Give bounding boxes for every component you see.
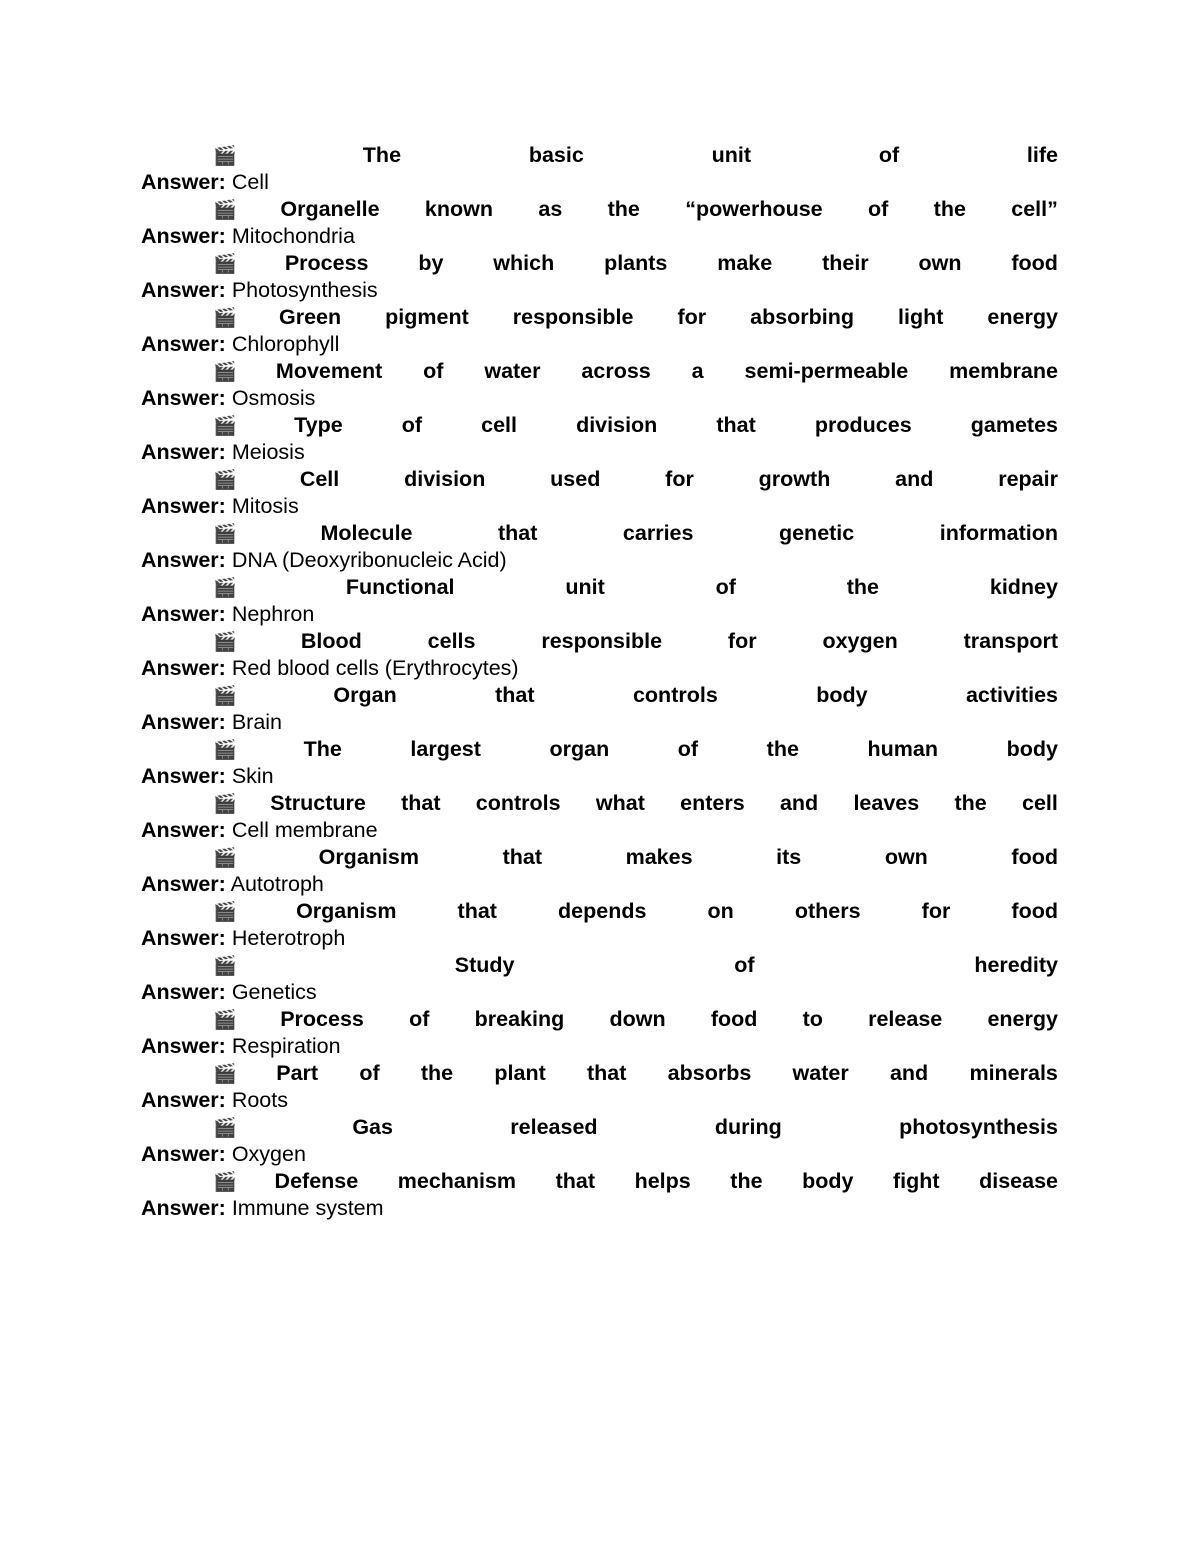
answer-label: Answer: <box>141 764 226 788</box>
answer-line <box>141 601 1058 628</box>
question-word: activities <box>965 683 1058 707</box>
question-word: photosynthesis <box>899 1115 1058 1139</box>
question-word: and <box>779 791 819 815</box>
question-word: for <box>665 467 694 491</box>
answer-line <box>141 1087 1058 1114</box>
question-word: depends <box>558 899 647 923</box>
qa-item <box>141 1006 1058 1060</box>
question-word: information <box>939 521 1058 545</box>
question-word: oxygen <box>822 629 898 653</box>
question-line <box>141 736 1058 763</box>
qa-item <box>141 1114 1058 1168</box>
question-word: plants <box>604 251 668 275</box>
question-word: Movement <box>275 359 383 383</box>
question-word: that <box>586 1061 627 1085</box>
question-word: gametes <box>970 413 1058 437</box>
question-word: controls <box>632 683 718 707</box>
qa-item <box>141 736 1058 790</box>
question-word: responsible <box>541 629 663 653</box>
question-word: of <box>423 359 444 383</box>
answer-line <box>141 655 1058 682</box>
question-word: for <box>921 899 951 923</box>
question-word: repair <box>998 467 1058 491</box>
question-word: water <box>792 1061 849 1085</box>
question-word: of <box>715 575 736 599</box>
qa-item <box>141 466 1058 520</box>
clapperboard-icon: 🎬 <box>213 1063 237 1085</box>
answer-label: Answer: <box>141 170 226 194</box>
question-word: that <box>716 413 756 437</box>
question-word: heredity <box>974 953 1058 977</box>
answer-line <box>141 169 1058 196</box>
qa-item <box>141 412 1058 466</box>
qa-item <box>141 628 1058 682</box>
answer-label: Answer: <box>141 440 226 464</box>
answer-label: Answer: <box>141 1196 226 1220</box>
question-word: Structure <box>270 791 366 815</box>
question-word: disease <box>979 1169 1058 1193</box>
answer-line <box>141 1141 1058 1168</box>
answer-line <box>141 763 1058 790</box>
question-word: to <box>802 1007 823 1031</box>
answer-value: Genetics <box>231 980 317 1004</box>
clapperboard-icon: 🎬 <box>213 847 237 869</box>
question-line <box>141 520 1058 547</box>
question-word: own <box>884 845 928 869</box>
question-word: body <box>802 1169 854 1193</box>
qa-item <box>141 898 1058 952</box>
qa-item <box>141 250 1058 304</box>
answer-value: Heterotroph <box>231 926 346 950</box>
question-line <box>141 412 1058 439</box>
qa-item <box>141 952 1058 1006</box>
question-word: absorbs <box>667 1061 752 1085</box>
answer-line <box>141 1195 1058 1222</box>
clapperboard-icon: 🎬 <box>213 955 237 977</box>
question-word: of <box>734 953 755 977</box>
answer-value: Osmosis <box>231 386 316 410</box>
answer-label: Answer: <box>141 494 226 518</box>
question-word: Organism <box>318 845 419 869</box>
qa-item <box>141 790 1058 844</box>
answer-line <box>141 817 1058 844</box>
clapperboard-icon: 🎬 <box>213 1009 237 1031</box>
answer-value: Respiration <box>231 1034 341 1058</box>
answer-value: Mitosis <box>231 494 299 518</box>
question-word: released <box>510 1115 598 1139</box>
question-word: responsible <box>512 305 634 329</box>
question-word: of <box>401 413 423 437</box>
question-word: fight <box>892 1169 940 1193</box>
question-word: The <box>303 737 342 761</box>
question-word: Organelle <box>280 197 380 221</box>
question-line <box>141 466 1058 493</box>
clapperboard-icon: 🎬 <box>213 253 237 275</box>
question-word: on <box>707 899 734 923</box>
question-word: Blood <box>300 629 362 653</box>
question-word: and <box>895 467 934 491</box>
clapperboard-icon: 🎬 <box>213 307 237 329</box>
answer-line <box>141 979 1058 1006</box>
question-word: carries <box>622 521 694 545</box>
question-word: a <box>691 359 704 383</box>
question-word: pigment <box>385 305 469 329</box>
clapperboard-icon: 🎬 <box>213 523 237 545</box>
question-word: their <box>822 251 869 275</box>
answer-value: Mitochondria <box>231 224 355 248</box>
question-word: cell” <box>1011 197 1058 221</box>
answer-value: Red blood cells (Erythrocytes) <box>231 656 519 680</box>
question-word: Process <box>280 1007 364 1031</box>
question-word: own <box>918 251 962 275</box>
document-page <box>141 142 1058 1222</box>
answer-line <box>141 871 1058 898</box>
question-word: of <box>409 1007 430 1031</box>
question-word: kidney <box>989 575 1058 599</box>
question-word: unit <box>711 143 752 167</box>
question-word: makes <box>625 845 693 869</box>
question-word: minerals <box>969 1061 1058 1085</box>
question-line <box>141 1006 1058 1033</box>
question-word: what <box>595 791 645 815</box>
answer-line <box>141 925 1058 952</box>
qa-item <box>141 196 1058 250</box>
question-word: produces <box>814 413 912 437</box>
answer-value: Autotroph <box>230 872 324 896</box>
answer-label: Answer: <box>141 656 226 680</box>
question-word: Gas <box>352 1115 393 1139</box>
question-word: others <box>794 899 861 923</box>
question-line <box>141 682 1058 709</box>
question-word: known <box>424 197 493 221</box>
question-word: cells <box>427 629 476 653</box>
answer-label: Answer: <box>141 548 226 572</box>
question-word: during <box>714 1115 782 1139</box>
clapperboard-icon: 🎬 <box>213 361 237 383</box>
question-word: unit <box>565 575 605 599</box>
question-word: light <box>898 305 944 329</box>
question-word: Type <box>294 413 343 437</box>
clapperboard-icon: 🎬 <box>213 577 237 599</box>
answer-label: Answer: <box>141 386 226 410</box>
question-word: Process <box>284 251 369 275</box>
question-word: the <box>933 197 966 221</box>
question-word: life <box>1026 143 1058 167</box>
answer-label: Answer: <box>141 278 226 302</box>
answer-line <box>141 385 1058 412</box>
clapperboard-icon: 🎬 <box>213 469 237 491</box>
question-word: Organism <box>296 899 397 923</box>
answer-label: Answer: <box>141 872 226 896</box>
question-word: food <box>1011 251 1058 275</box>
question-word: and <box>889 1061 929 1085</box>
question-word: that <box>401 791 441 815</box>
answer-label: Answer: <box>141 602 226 626</box>
answer-value: DNA (Deoxyribonucleic Acid) <box>231 548 507 572</box>
question-word: plant <box>494 1061 546 1085</box>
answer-line <box>141 331 1058 358</box>
answer-value: Roots <box>231 1088 288 1112</box>
question-word: food <box>1011 845 1058 869</box>
answer-label: Answer: <box>141 224 226 248</box>
qa-item <box>141 682 1058 736</box>
question-word: of <box>878 143 900 167</box>
clapperboard-icon: 🎬 <box>213 901 237 923</box>
question-word: that <box>555 1169 596 1193</box>
question-word: the <box>846 575 880 599</box>
question-word: its <box>776 845 802 869</box>
qa-item <box>141 844 1058 898</box>
answer-value: Brain <box>231 710 283 734</box>
answer-line <box>141 493 1058 520</box>
clapperboard-icon: 🎬 <box>213 1171 237 1193</box>
answer-label: Answer: <box>141 980 226 1004</box>
question-word: body <box>816 683 868 707</box>
question-line <box>141 304 1058 331</box>
answer-value: Photosynthesis <box>231 278 378 302</box>
answer-line <box>141 709 1058 736</box>
qa-item <box>141 358 1058 412</box>
question-word: energy <box>987 305 1058 329</box>
question-word: largest <box>410 737 481 761</box>
question-word: semi-permeable <box>744 359 909 383</box>
qa-item <box>141 142 1058 196</box>
question-word: water <box>484 359 541 383</box>
question-word: Cell <box>299 467 340 491</box>
question-word: food <box>710 1007 758 1031</box>
question-word: the <box>766 737 799 761</box>
question-word: as <box>538 197 563 221</box>
question-line <box>141 1168 1058 1195</box>
answer-label: Answer: <box>141 1034 226 1058</box>
question-word: release <box>868 1007 943 1031</box>
qa-list <box>141 142 1058 1222</box>
answer-label: Answer: <box>141 332 226 356</box>
question-word: of <box>868 197 889 221</box>
clapperboard-icon: 🎬 <box>213 1117 237 1139</box>
question-word: division <box>404 467 486 491</box>
answer-value: Meiosis <box>231 440 305 464</box>
question-word: breaking <box>474 1007 565 1031</box>
question-line <box>141 898 1058 925</box>
question-line <box>141 844 1058 871</box>
question-word: for <box>677 305 707 329</box>
question-word: leaves <box>853 791 920 815</box>
question-line <box>141 952 1058 979</box>
clapperboard-icon: 🎬 <box>213 415 237 437</box>
answer-line <box>141 547 1058 574</box>
question-line <box>141 358 1058 385</box>
answer-label: Answer: <box>141 926 226 950</box>
question-word: growth <box>758 467 831 491</box>
answer-line <box>141 277 1058 304</box>
question-line <box>141 1114 1058 1141</box>
question-line <box>141 250 1058 277</box>
question-word: absorbing <box>750 305 855 329</box>
question-word: by <box>418 251 444 275</box>
question-word: which <box>493 251 555 275</box>
question-line <box>141 1060 1058 1087</box>
answer-line <box>141 439 1058 466</box>
question-word: Defense <box>274 1169 359 1193</box>
answer-line <box>141 223 1058 250</box>
question-word: for <box>727 629 757 653</box>
question-word: that <box>457 899 497 923</box>
answer-label: Answer: <box>141 710 226 734</box>
question-word: down <box>609 1007 666 1031</box>
question-word: that <box>502 845 542 869</box>
answer-value: Skin <box>231 764 274 788</box>
question-word: food <box>1011 899 1058 923</box>
question-line <box>141 790 1058 817</box>
question-word: the <box>954 791 987 815</box>
question-word: of <box>677 737 699 761</box>
question-word: human <box>867 737 938 761</box>
question-word: that <box>498 521 538 545</box>
question-word: transport <box>963 629 1058 653</box>
qa-item <box>141 1060 1058 1114</box>
question-word: mechanism <box>397 1169 517 1193</box>
answer-value: Immune system <box>231 1196 384 1220</box>
clapperboard-icon: 🎬 <box>213 145 237 167</box>
answer-value: Cell membrane <box>231 818 378 842</box>
question-word: “powerhouse <box>685 197 823 221</box>
answer-label: Answer: <box>141 1088 226 1112</box>
question-word: division <box>576 413 658 437</box>
question-word: Study <box>454 953 515 977</box>
question-word: Green <box>279 305 342 329</box>
answer-label: Answer: <box>141 818 226 842</box>
clapperboard-icon: 🎬 <box>213 793 237 815</box>
answer-value: Nephron <box>231 602 315 626</box>
question-word: cell <box>481 413 517 437</box>
question-line <box>141 574 1058 601</box>
question-word: energy <box>987 1007 1058 1031</box>
question-word: the <box>607 197 640 221</box>
qa-item <box>141 1168 1058 1222</box>
question-word: across <box>581 359 651 383</box>
question-word: used <box>550 467 601 491</box>
question-word: Organ <box>333 683 397 707</box>
qa-item <box>141 520 1058 574</box>
question-word: organ <box>549 737 610 761</box>
question-word: The <box>362 143 402 167</box>
question-word: cell <box>1022 791 1058 815</box>
answer-line <box>141 1033 1058 1060</box>
question-word: the <box>730 1169 763 1193</box>
question-word: membrane <box>949 359 1058 383</box>
question-line <box>141 196 1058 223</box>
question-word: body <box>1006 737 1058 761</box>
question-line <box>141 142 1058 169</box>
question-word: basic <box>528 143 584 167</box>
question-word: Molecule <box>320 521 413 545</box>
clapperboard-icon: 🎬 <box>213 685 237 707</box>
answer-value: Oxygen <box>231 1142 306 1166</box>
answer-value: Chlorophyll <box>231 332 340 356</box>
question-word: controls <box>475 791 561 815</box>
question-word: helps <box>634 1169 691 1193</box>
question-word: genetic <box>778 521 855 545</box>
question-word: of <box>359 1061 380 1085</box>
question-word: Functional <box>345 575 455 599</box>
clapperboard-icon: 🎬 <box>213 631 237 653</box>
answer-label: Answer: <box>141 1142 226 1166</box>
qa-item <box>141 304 1058 358</box>
clapperboard-icon: 🎬 <box>213 739 237 761</box>
answer-value: Cell <box>231 170 269 194</box>
question-line <box>141 628 1058 655</box>
question-word: that <box>495 683 535 707</box>
question-word: enters <box>680 791 745 815</box>
question-word: Part <box>276 1061 319 1085</box>
clapperboard-icon: 🎬 <box>213 199 237 221</box>
question-word: make <box>717 251 773 275</box>
qa-item <box>141 574 1058 628</box>
question-word: the <box>420 1061 454 1085</box>
